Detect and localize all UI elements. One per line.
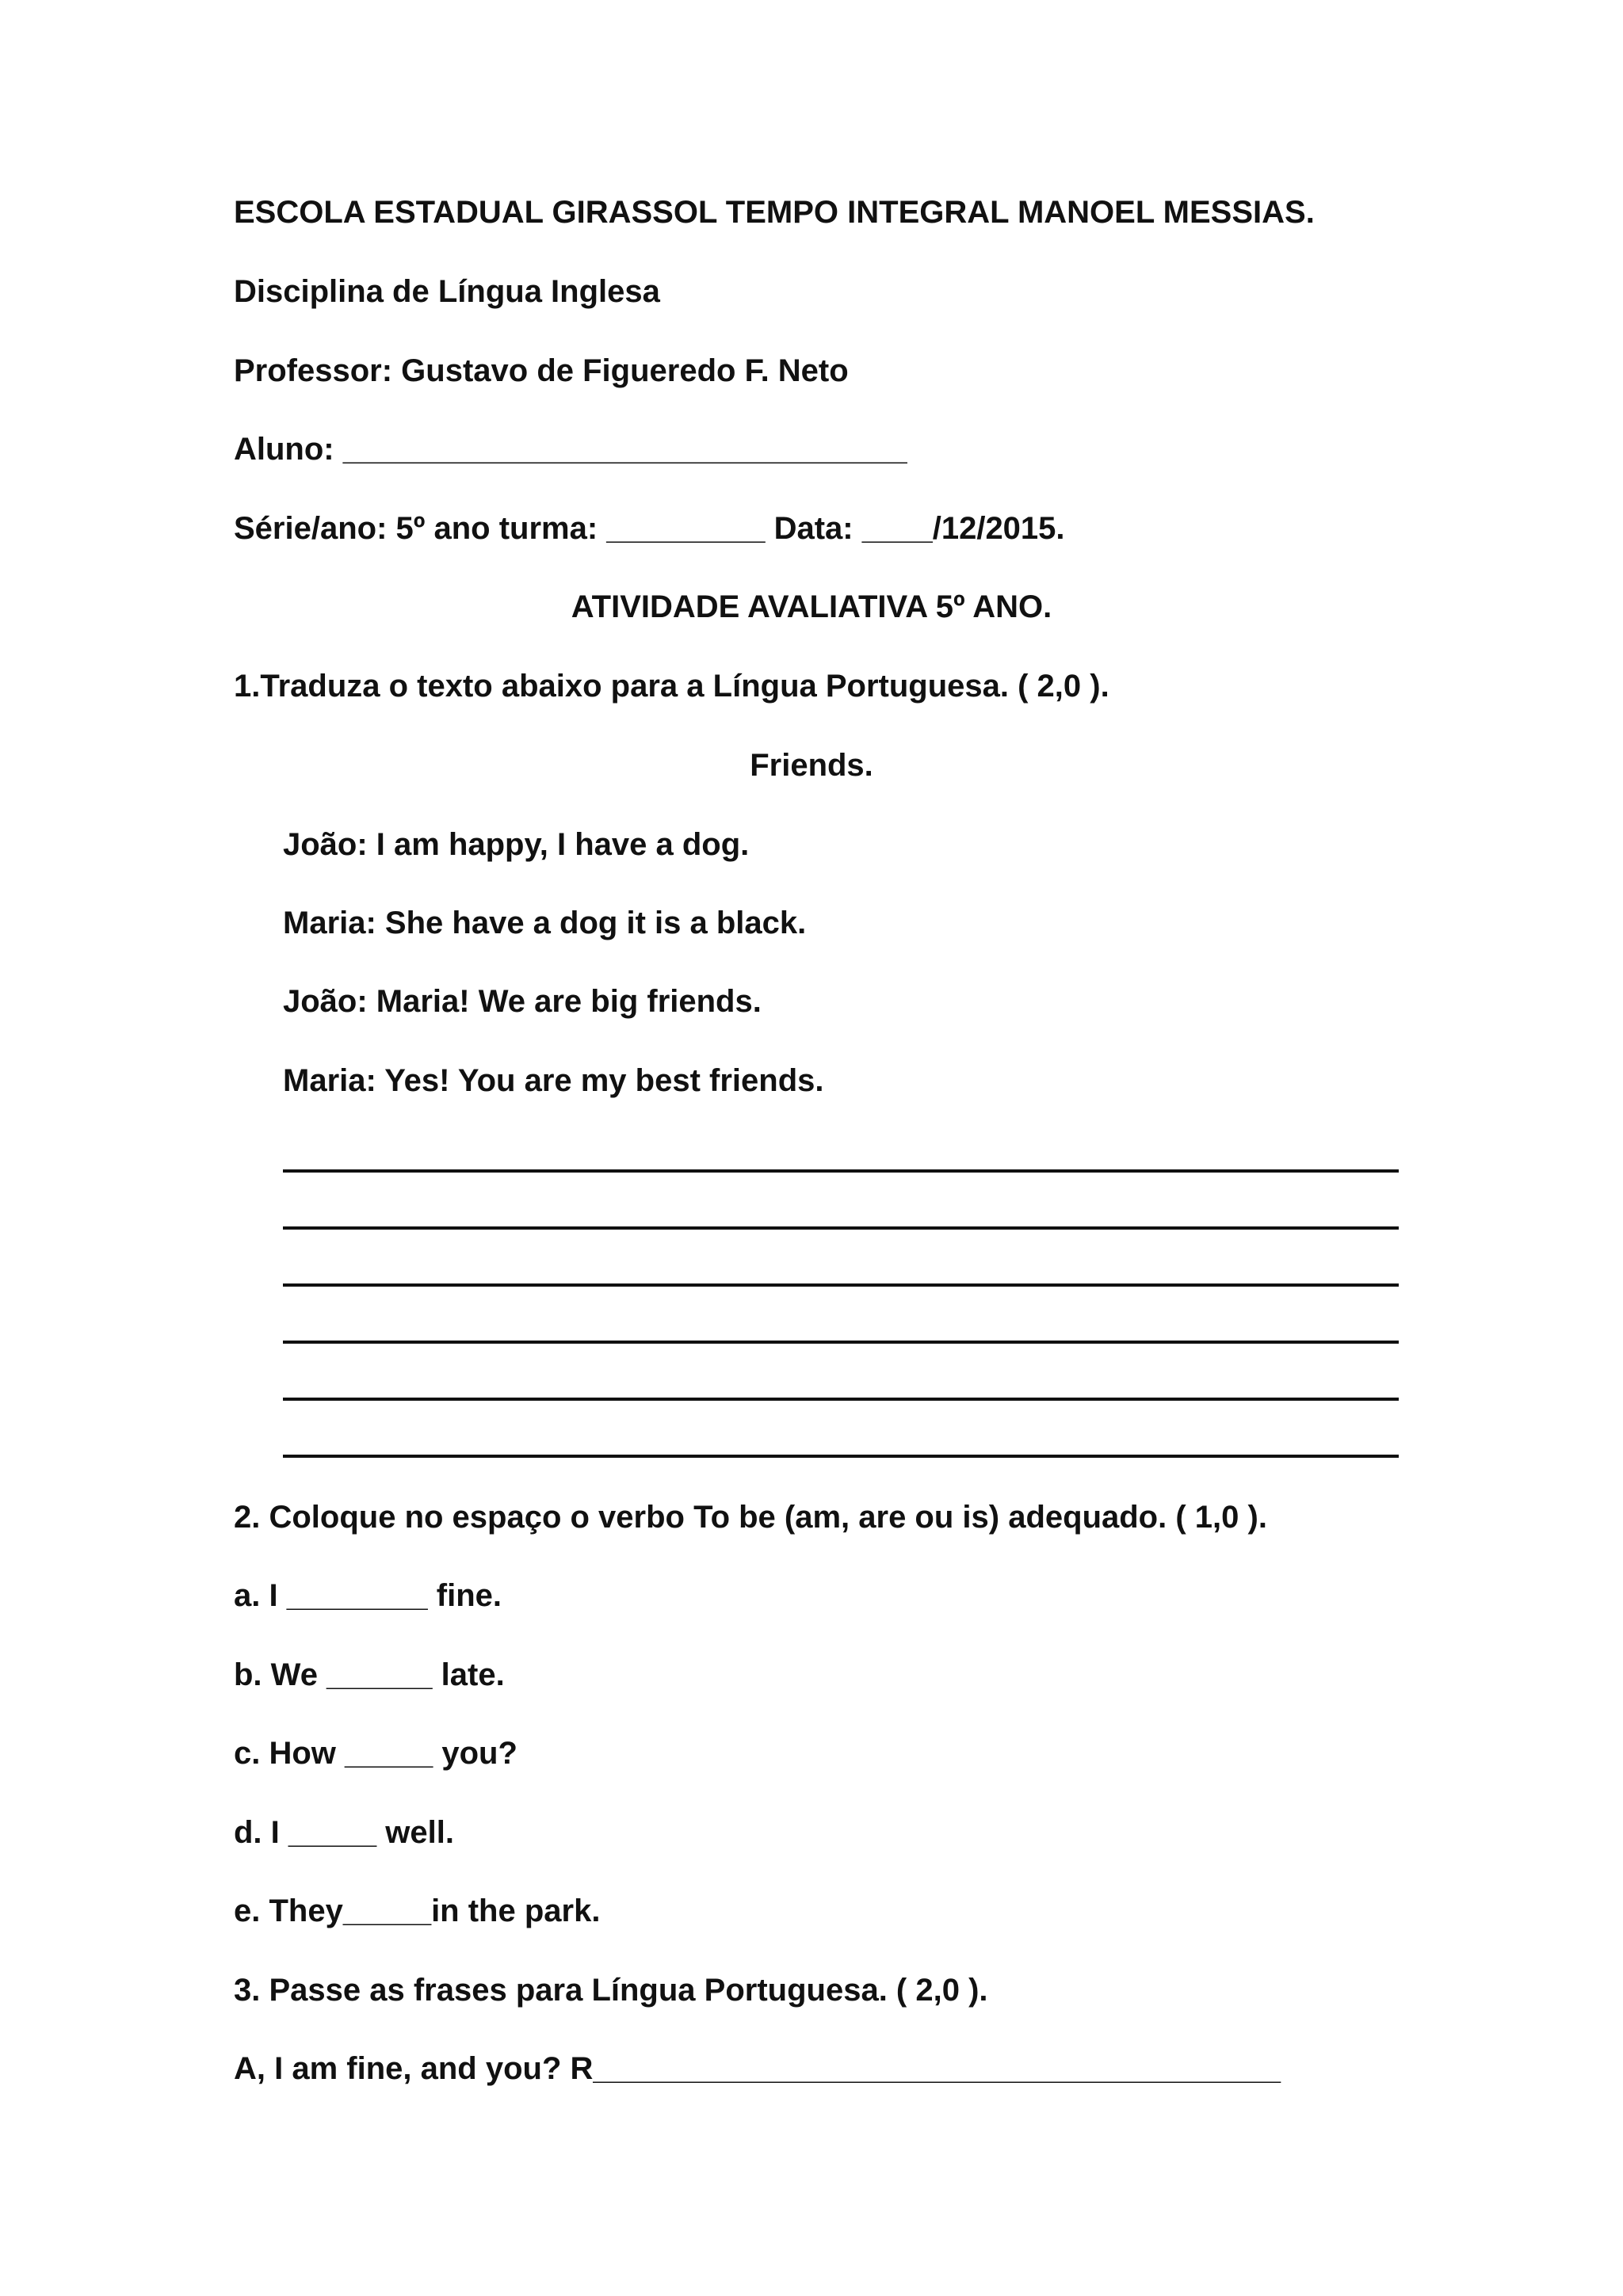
school-name: ESCOLA ESTADUAL GIRASSOL TEMPO INTEGRAL MANOEL MESSIAS. <box>234 195 1315 230</box>
answer-line <box>283 1226 1399 1230</box>
question1-prompt: 1.Traduza o texto abaixo para a Língua Portuguesa. ( 2,0 ). <box>234 669 1109 704</box>
answer-line <box>283 1455 1399 1458</box>
question2-item: c. How _____ you? <box>234 1736 517 1771</box>
dialogue-line: João: I am happy, I have a dog. <box>283 827 750 862</box>
question3-prompt: 3. Passe as frases para Língua Portuguesa. ( 2,0 ). <box>234 1973 988 2008</box>
dialogue-line: Maria: Yes! You are my best friends. <box>283 1063 824 1098</box>
answer-line <box>283 1283 1399 1287</box>
student-name-field: Aluno: ________________________________ <box>234 432 907 467</box>
answer-line <box>283 1341 1399 1344</box>
activity-title: ATIVIDADE AVALIATIVA 5º ANO. <box>571 589 1052 624</box>
dialogue-line: Maria: She have a dog it is a black. <box>283 906 807 940</box>
question3-item: A, I am fine, and you? R_______________________________________ <box>234 2051 1281 2086</box>
question2-item: b. We ______ late. <box>234 1657 505 1692</box>
question2-item: d. I _____ well. <box>234 1815 454 1850</box>
answer-line <box>283 1398 1399 1401</box>
answer-line <box>283 1169 1399 1173</box>
dialogue-line: João: Maria! We are big friends. <box>283 984 762 1019</box>
subject-line: Disciplina de Língua Inglesa <box>234 274 660 309</box>
dialogue-title: Friends. <box>750 748 873 783</box>
teacher-line: Professor: Gustavo de Figueredo F. Neto <box>234 353 849 388</box>
question2-item: e. They_____in the park. <box>234 1894 601 1928</box>
question2-item: a. I ________ fine. <box>234 1578 502 1613</box>
class-date-line: Série/ano: 5º ano turma: _________ Data: ____/12/2015. <box>234 511 1065 546</box>
question2-prompt: 2. Coloque no espaço o verbo To be (am, are ou is) adequado. ( 1,0 ). <box>234 1500 1267 1535</box>
